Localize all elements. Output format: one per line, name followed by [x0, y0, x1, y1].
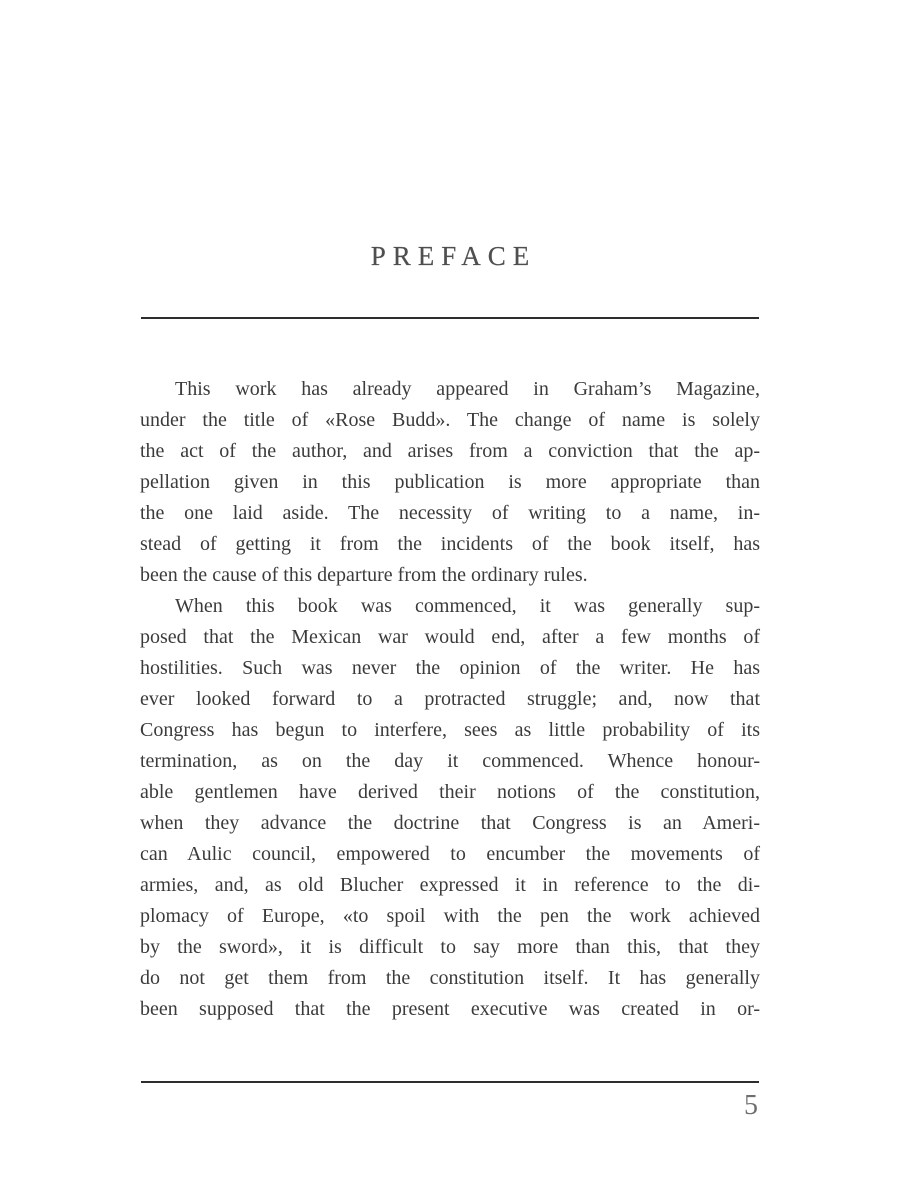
header-rule	[141, 317, 759, 319]
footer-rule	[141, 1081, 759, 1083]
text-line: the act of the author, and arises from a conviction that the ap-	[140, 440, 760, 462]
preface-text	[140, 374, 760, 1025]
text-line: stead of getting it from the incidents of the book itself, has	[140, 533, 760, 555]
text-line: posed that the Mexican war would end, after a few months of	[140, 626, 760, 648]
text-line: termination, as on the day it commenced. Whence honour-	[140, 750, 760, 772]
text-line: been supposed that the present executive was created in or-	[140, 998, 760, 1020]
text-line: do not get them from the constitution itself. It has generally	[140, 967, 760, 989]
text-line: been the cause of this departure from the ordinary rules.	[140, 564, 588, 586]
text-line: hostilities. Such was never the opinion of the writer. He has	[140, 657, 760, 679]
text-line: when they advance the doctrine that Congress is an Ameri-	[140, 812, 760, 834]
text-line: When this book was commenced, it was generally sup-	[175, 595, 760, 617]
text-line: This work has already appeared in Graham’s Magazine,	[175, 378, 760, 400]
text-line: Congress has begun to interfere, sees as little probability of its	[140, 719, 760, 741]
page-title: PREFACE	[370, 241, 537, 271]
text-line: pellation given in this publication is more appropriate than	[140, 471, 760, 493]
text-line: ever looked forward to a protracted struggle; and, now that	[140, 688, 760, 710]
text-line: armies, and, as old Blucher expressed it in reference to the di-	[140, 874, 760, 896]
text-line: able gentlemen have derived their notions of the constitution,	[140, 781, 760, 803]
page-number: 5	[744, 1090, 758, 1121]
text-line: under the title of «Rose Budd». The change of name is solely	[140, 409, 760, 431]
text-line: can Aulic council, empowered to encumber the movements of	[140, 843, 760, 865]
text-line: the one laid aside. The necessity of writing to a name, in-	[140, 502, 760, 524]
text-line: by the sword», it is difficult to say more than this, that they	[140, 936, 760, 958]
text-line: plomacy of Europe, «to spoil with the pen the work achieved	[140, 905, 760, 927]
